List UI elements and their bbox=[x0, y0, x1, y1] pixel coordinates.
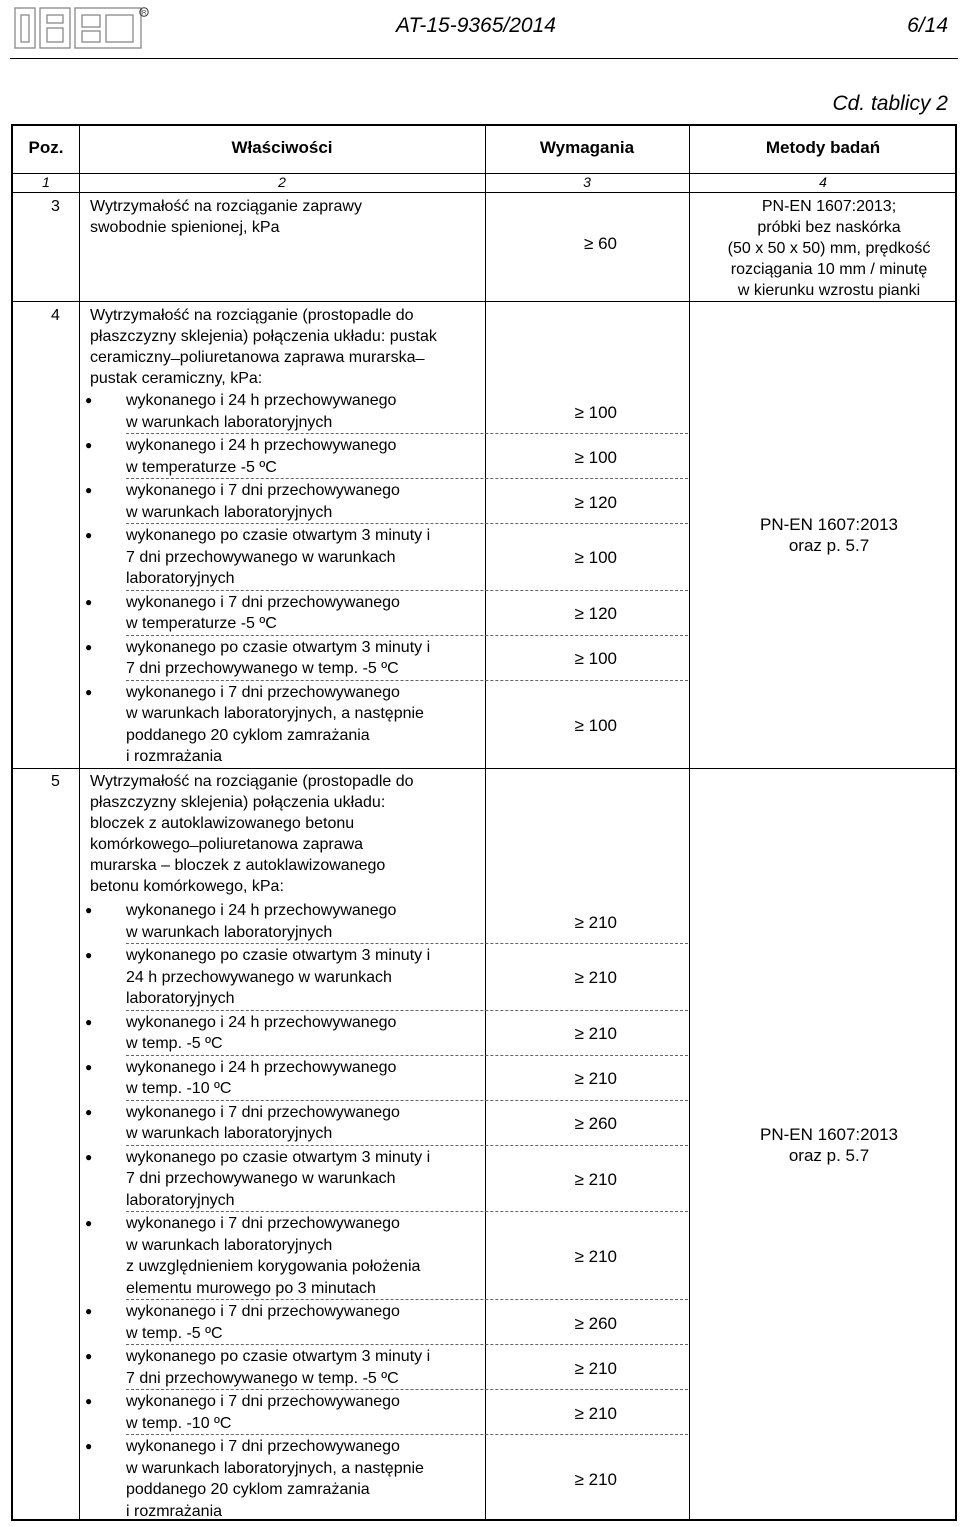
item-separator bbox=[126, 680, 688, 681]
item-separator bbox=[126, 1434, 688, 1435]
condition-line: poddanego 20 cyklom zamrażania bbox=[126, 726, 370, 744]
condition-line: w warunkach laboratoryjnych, a następnie bbox=[126, 705, 424, 722]
property-title-line: swobodnie spienionej, kPa bbox=[90, 219, 280, 236]
bullet-icon: ● bbox=[85, 1349, 93, 1363]
method-line: PN-EN 1607:2013 bbox=[760, 515, 898, 534]
property-title-line: murarska – bloczek z autoklawizowanego bbox=[90, 857, 386, 874]
requirement-value: ≥ 100 bbox=[574, 715, 617, 735]
bullet-icon: ● bbox=[85, 483, 93, 497]
condition-line: wykonanego po czasie otwartym 3 minuty i bbox=[126, 1348, 431, 1365]
requirement-value: ≥ 100 bbox=[574, 402, 617, 422]
col-header-properties: Właściwości bbox=[231, 138, 333, 157]
condition-line: w warunkach laboratoryjnych bbox=[126, 923, 333, 941]
requirement-value: ≥ 210 bbox=[574, 1069, 617, 1088]
row-divider bbox=[13, 301, 955, 302]
bullet-icon: ● bbox=[85, 639, 93, 654]
bullet-icon: ● bbox=[85, 438, 93, 452]
method-line: rozciągania 10 mm / minutę bbox=[730, 261, 928, 278]
col-number: 1 bbox=[42, 174, 50, 190]
colnum-row-divider bbox=[13, 192, 955, 193]
row-position: 5 bbox=[51, 773, 60, 790]
property-title-line: płaszczyzny sklejenia) połączenia układu: pustak bbox=[90, 328, 437, 345]
requirement-value: ≥ 100 bbox=[574, 548, 617, 568]
item-separator bbox=[126, 1299, 688, 1300]
requirement-value: ≥ 120 bbox=[574, 604, 617, 623]
item-separator bbox=[126, 1211, 688, 1212]
bullet-icon: ● bbox=[85, 1394, 93, 1408]
method-line: oraz p. 5.7 bbox=[788, 1146, 870, 1165]
condition-line: 7 dni przechowywanego w temp. -5 ºC bbox=[126, 660, 399, 677]
item-separator bbox=[126, 635, 688, 636]
requirement-value: ≥ 210 bbox=[574, 1024, 617, 1043]
col-number: 2 bbox=[278, 174, 286, 190]
bullet-icon: ● bbox=[85, 393, 93, 407]
requirement-value: ≥ 100 bbox=[574, 447, 617, 467]
condition-line: wykonanego i 7 dni przechowywanego bbox=[126, 1393, 400, 1410]
bullet-icon: ● bbox=[85, 1439, 93, 1453]
item-separator bbox=[126, 1100, 688, 1101]
requirement-value: ≥ 210 bbox=[574, 968, 617, 988]
row-position: 4 bbox=[51, 307, 60, 324]
condition-line: w warunkach laboratoryjnych, a następnie bbox=[126, 1459, 424, 1477]
condition-line: w temp. -10 ºC bbox=[126, 1414, 232, 1432]
method-line: w kierunku wzrostu pianki bbox=[737, 282, 921, 299]
property-title-line: Wytrzymałość na rozciąganie (prostopadle do bbox=[90, 773, 414, 790]
property-title-line: Wytrzymałość na rozciąganie (prostopadle do bbox=[90, 307, 414, 324]
col-divider bbox=[689, 126, 690, 1519]
requirement-value: ≥ 210 bbox=[574, 1247, 617, 1266]
svg-text:R: R bbox=[142, 10, 147, 17]
row-position: 3 bbox=[51, 198, 60, 215]
item-separator bbox=[126, 1055, 688, 1056]
requirement-value: ≥ 210 bbox=[574, 1470, 617, 1489]
col-header-requirements: Wymagania bbox=[539, 138, 635, 157]
col-header-test-methods: Metody badań bbox=[765, 138, 881, 157]
bullet-icon: ● bbox=[85, 1216, 93, 1230]
test-method bbox=[703, 514, 955, 556]
condition-line: wykonanego po czasie otwartym 3 minuty i bbox=[126, 527, 431, 544]
item-separator bbox=[126, 1389, 688, 1390]
item-separator bbox=[126, 1145, 688, 1146]
condition-line: w temperaturze -5 ºC bbox=[126, 615, 277, 632]
itb-logo bbox=[14, 6, 149, 50]
condition-line: w temp. -5 ºC bbox=[126, 1324, 223, 1342]
requirement-value: ≥ 60 bbox=[584, 234, 617, 253]
condition-line: poddanego 20 cyklom zamrażania bbox=[126, 1481, 370, 1498]
condition-line: wykonanego i 24 h przechowywanego bbox=[126, 1013, 397, 1031]
bullet-icon: ● bbox=[85, 594, 93, 609]
condition-line: wykonanego i 24 h przechowywanego bbox=[126, 902, 397, 919]
requirement-value: ≥ 260 bbox=[574, 1114, 617, 1133]
method-line: oraz p. 5.7 bbox=[788, 536, 870, 555]
property-title-line: pustak ceramiczny, kPa: bbox=[90, 370, 263, 387]
condition-line: 24 h przechowywanego w warunkach bbox=[126, 968, 392, 986]
condition-line: 7 dni przechowywanego w temp. -5 ºC bbox=[126, 1369, 399, 1387]
document-number: AT-15-9365/2014 bbox=[396, 14, 556, 37]
property-title-line: ceramiczny ̶ poliuretanowa zaprawa murarska ̶ bbox=[90, 349, 420, 366]
properties-table bbox=[11, 124, 957, 1521]
property-title-line: płaszczyzny sklejenia) połączenia układu: bbox=[90, 794, 386, 811]
requirement-value: ≥ 210 bbox=[574, 912, 617, 932]
condition-line: wykonanego i 7 dni przechowywanego bbox=[126, 1103, 400, 1121]
condition-line: w temp. -5 ºC bbox=[126, 1035, 223, 1052]
condition-line: wykonanego po czasie otwartym 3 minuty i bbox=[126, 947, 431, 964]
property-title-line: komórkowego ̶ poliuretanowa zaprawa bbox=[90, 836, 364, 853]
requirement-value: ≥ 100 bbox=[574, 649, 617, 668]
property-title-line: betonu komórkowego, kPa: bbox=[90, 878, 284, 895]
condition-line: z uwzględnieniem korygowania położenia bbox=[126, 1258, 421, 1275]
requirement-value: ≥ 120 bbox=[574, 492, 617, 512]
bullet-icon: ● bbox=[85, 903, 93, 917]
col-number: 3 bbox=[583, 174, 591, 190]
test-method bbox=[703, 196, 955, 301]
condition-line: elementu murowego po 3 minutach bbox=[126, 1279, 376, 1297]
condition-line: wykonanego po czasie otwartym 3 minuty i bbox=[126, 1148, 431, 1166]
item-separator bbox=[126, 590, 688, 591]
item-separator bbox=[126, 478, 688, 479]
col-number: 4 bbox=[819, 174, 827, 190]
property-title-line: Wytrzymałość na rozciąganie zaprawy bbox=[90, 198, 362, 215]
method-line: PN-EN 1607:2013 bbox=[760, 1125, 898, 1144]
condition-line: wykonanego i 7 dni przechowywanego bbox=[126, 482, 400, 499]
requirement-value: ≥ 210 bbox=[574, 1358, 617, 1378]
condition-line: w temperaturze -5 ºC bbox=[126, 458, 277, 476]
item-separator bbox=[126, 1344, 688, 1345]
col-header-position: Poz. bbox=[28, 138, 64, 157]
condition-line: wykonanego i 24 h przechowywanego bbox=[126, 437, 397, 454]
condition-line: 7 dni przechowywanego w warunkach bbox=[126, 1170, 396, 1187]
condition-line: laboratoryjnych bbox=[126, 990, 235, 1007]
bullet-icon: ● bbox=[85, 1149, 93, 1164]
condition-line: w temp. -10 ºC bbox=[126, 1080, 232, 1097]
item-separator bbox=[126, 523, 688, 524]
condition-line: wykonanego i 7 dni przechowywanego bbox=[126, 683, 400, 701]
condition-line: wykonanego i 7 dni przechowywanego bbox=[126, 593, 400, 611]
bullet-icon: ● bbox=[85, 1304, 93, 1318]
bullet-icon: ● bbox=[85, 684, 93, 699]
condition-line: w warunkach laboratoryjnych bbox=[126, 1125, 333, 1142]
method-line: próbki bez naskórka bbox=[757, 219, 901, 236]
condition-line: wykonanego i 7 dni przechowywanego bbox=[126, 1438, 400, 1455]
row-divider bbox=[13, 768, 955, 769]
bullet-icon: ● bbox=[85, 1059, 93, 1074]
requirement-value: ≥ 260 bbox=[574, 1313, 617, 1333]
condition-line: i rozmrażania bbox=[126, 748, 223, 765]
bullet-icon: ● bbox=[85, 948, 93, 962]
header-divider bbox=[10, 58, 958, 59]
method-line: PN-EN 1607:2013; bbox=[761, 198, 897, 215]
condition-line: i rozmrażania bbox=[126, 1502, 223, 1520]
col-divider bbox=[79, 126, 80, 1519]
condition-line: laboratoryjnych bbox=[126, 1191, 235, 1209]
table-continuation-label: Cd. tablicy 2 bbox=[832, 92, 948, 115]
condition-line: wykonanego i 7 dni przechowywanego bbox=[126, 1215, 400, 1232]
condition-line: wykonanego i 7 dni przechowywanego bbox=[126, 1303, 400, 1320]
condition-line: w warunkach laboratoryjnych bbox=[126, 503, 333, 521]
item-separator bbox=[126, 1010, 688, 1011]
property-title-line: bloczek z autoklawizowanego betonu bbox=[90, 815, 355, 832]
condition-line: wykonanego i 24 h przechowywanego bbox=[126, 1058, 397, 1076]
condition-line: w warunkach laboratoryjnych bbox=[126, 413, 333, 431]
item-separator bbox=[126, 433, 688, 434]
requirement-value: ≥ 210 bbox=[574, 1169, 617, 1189]
condition-line: w warunkach laboratoryjnych bbox=[126, 1236, 333, 1254]
test-method bbox=[703, 1124, 955, 1166]
col-divider bbox=[485, 126, 486, 1519]
item-separator bbox=[126, 943, 688, 944]
condition-line: laboratoryjnych bbox=[126, 570, 235, 587]
bullet-icon: ● bbox=[85, 1104, 93, 1119]
page-number: 6/14 bbox=[907, 14, 948, 37]
condition-line: wykonanego po czasie otwartym 3 minuty i bbox=[126, 638, 431, 656]
condition-line: 7 dni przechowywanego w warunkach bbox=[126, 548, 396, 566]
requirement-value: ≥ 210 bbox=[574, 1403, 617, 1423]
bullet-icon: ● bbox=[85, 1014, 93, 1029]
method-line: (50 x 50 x 50) mm, prędkość bbox=[727, 240, 931, 257]
condition-line: wykonanego i 24 h przechowywanego bbox=[126, 392, 397, 409]
bullet-icon: ● bbox=[85, 528, 93, 542]
